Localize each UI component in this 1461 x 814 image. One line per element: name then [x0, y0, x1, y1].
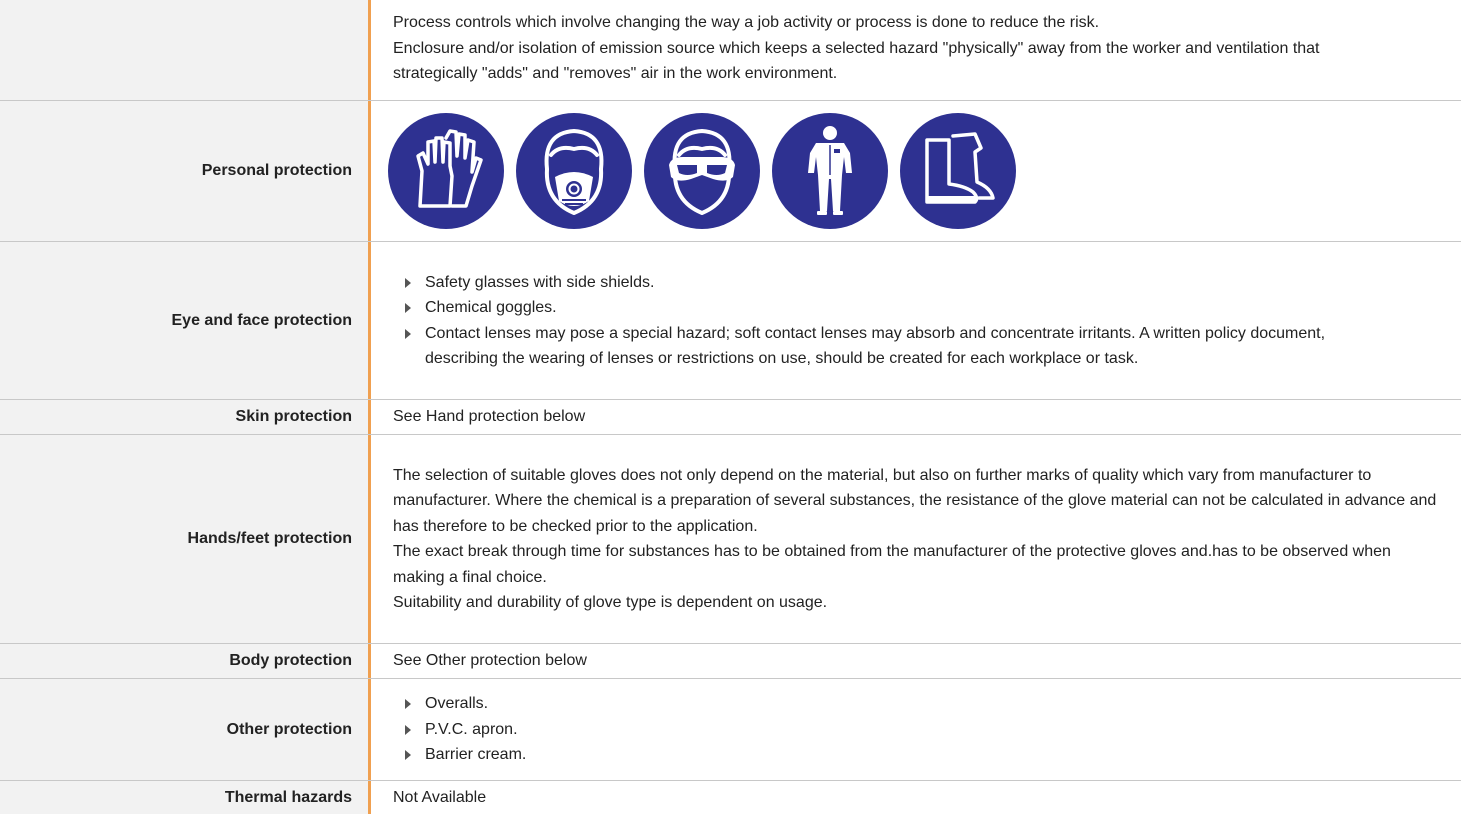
- respirator-icon: [516, 113, 632, 229]
- list-item: [393, 270, 1441, 296]
- hands-paragraph-2: The exact break through time for substances has to be obtained from the manufacturer of the protective gloves and.has to be observed when making a final choice.: [393, 543, 1391, 586]
- bullet-arrow-icon: [405, 329, 411, 339]
- bullet-arrow-icon: [405, 303, 411, 313]
- body-protection-label: Body protection: [0, 644, 371, 678]
- other-protection-row: [0, 679, 1461, 781]
- personal-protection-label: Personal protection: [0, 101, 371, 241]
- body-protection-row: [0, 644, 1461, 679]
- body-protection-value: [371, 644, 1461, 678]
- thermal-hazards-value: [371, 781, 1461, 814]
- other-protection-label: Other protection: [0, 679, 371, 780]
- personal-protection-value: [371, 101, 1461, 241]
- ppe-icon-group: [388, 113, 1441, 229]
- skin-protection-row: [0, 400, 1461, 435]
- boots-icon: [900, 113, 1016, 229]
- list-item: [393, 742, 1441, 768]
- eye-face-protection-row: [0, 242, 1461, 400]
- engineering-controls-label-cell: [0, 0, 371, 100]
- skin-protection-value: [371, 400, 1461, 434]
- hands-feet-protection-label: Hands/feet protection: [0, 435, 371, 643]
- other-protection-value: [371, 679, 1461, 780]
- hands-paragraph-3: Suitability and durability of glove type is dependent on usage.: [393, 594, 828, 611]
- bullet-arrow-icon: [405, 699, 411, 709]
- thermal-hazards-text: Not Available: [393, 788, 487, 806]
- list-item-text: Barrier cream.: [425, 746, 527, 764]
- eye-face-protection-list: [393, 270, 1441, 372]
- bullet-arrow-icon: [405, 278, 411, 288]
- list-item-text: P.V.C. apron.: [425, 720, 518, 738]
- list-item: [393, 321, 1441, 372]
- engineering-controls-value: [371, 0, 1461, 100]
- skin-protection-text: See Hand protection below: [393, 408, 586, 426]
- overalls-icon: [772, 113, 888, 229]
- engineering-line-2: Enclosure and/or isolation of emission source which keeps a selected hazard "physically" away from the worker and ventilation that strategically "adds" and "removes" air in the work environment.: [393, 39, 1320, 82]
- engineering-controls-row: [0, 0, 1461, 101]
- eye-face-protection-label: Eye and face protection: [0, 242, 371, 399]
- hands-feet-protection-row: [0, 435, 1461, 644]
- list-item-text: Safety glasses with side shields.: [425, 273, 655, 291]
- personal-protection-row: [0, 101, 1461, 242]
- hands-paragraph-1: The selection of suitable gloves does not only depend on the material, but also on further marks of quality which vary from manufacturer to manufacturer. Where the chemical is a preparation of several substances, the resistance of the glove material can not be calculated in advance and has therefore to be checked prior to the application.: [393, 466, 1437, 535]
- list-item-text: Chemical goggles.: [425, 299, 557, 316]
- other-protection-list: [393, 691, 1441, 768]
- bullet-arrow-icon: [405, 750, 411, 760]
- hands-feet-protection-value: [371, 435, 1461, 643]
- gloves-icon: [388, 113, 504, 229]
- thermal-hazards-label: Thermal hazards: [0, 781, 371, 814]
- thermal-hazards-row: [0, 781, 1461, 814]
- body-protection-text: See Other protection below: [393, 652, 587, 670]
- list-item: [393, 691, 1441, 717]
- list-item: [393, 295, 1441, 321]
- list-item: [393, 717, 1441, 743]
- list-item-text: Contact lenses may pose a special hazard; soft contact lenses may absorb and concentrate irritants. A written policy document, describing the wearing of lenses or restrictions on use, should be created for each workplace or task.: [425, 324, 1326, 367]
- skin-protection-label: Skin protection: [0, 400, 371, 434]
- bullet-arrow-icon: [405, 725, 411, 735]
- engineering-line-1: Process controls which involve changing the way a job activity or process is done to reduce the risk.: [393, 14, 1100, 31]
- goggles-icon: [644, 113, 760, 229]
- eye-face-protection-value: [371, 242, 1461, 399]
- list-item-text: Overalls.: [425, 695, 489, 713]
